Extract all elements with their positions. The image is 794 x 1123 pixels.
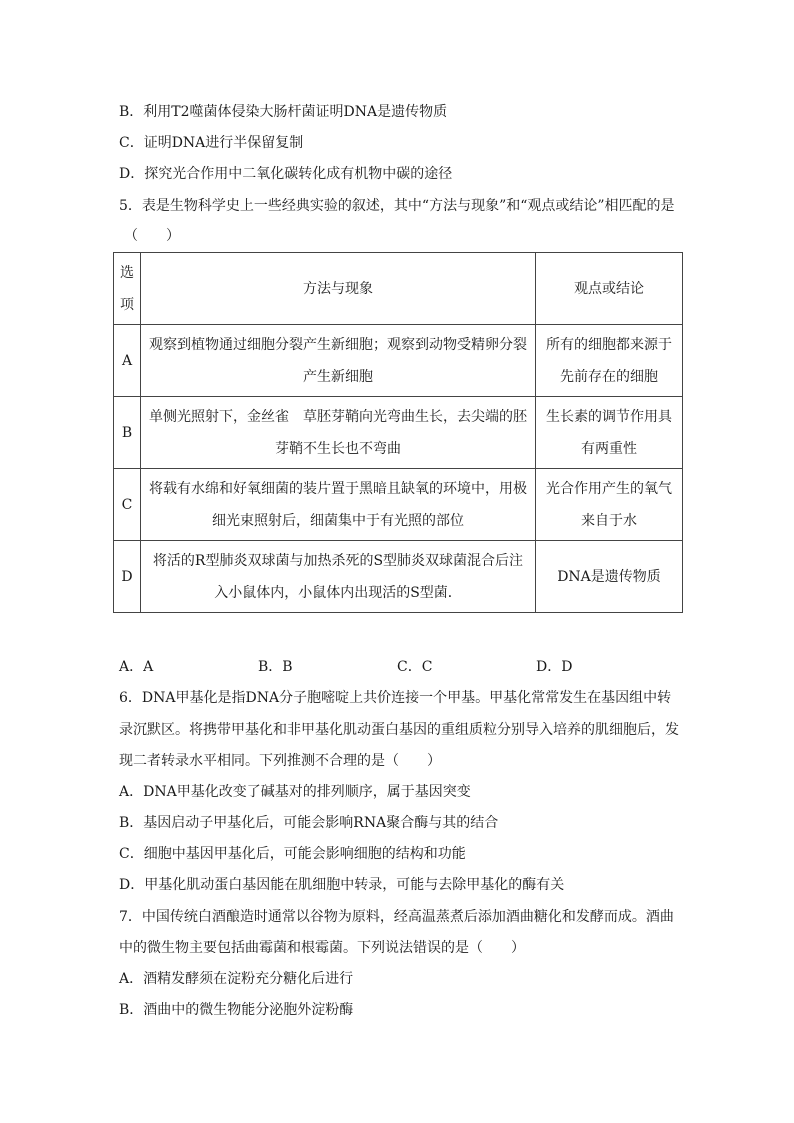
row-method <box>141 541 536 613</box>
method-line: 单侧光照射下，金丝雀 草胚芽鞘向光弯曲生长，去尖端的胚 <box>149 408 527 425</box>
conclusion-line: 先前存在的细胞 <box>560 368 658 385</box>
q7-option-a: A．酒精发酵须在淀粉充分糖化后进行 <box>119 971 354 987</box>
conclusion-line: 所有的细胞都来源于 <box>546 336 672 353</box>
conclusion-line: 光合作用产生的氧气 <box>546 480 672 497</box>
conclusion-line: DNA是遗传物质 <box>557 568 661 585</box>
q6-stem-line: 录沉默区。将携带甲基化和非甲基化肌动蛋白基因的重组质粒分别导入培养的肌细胞后，发 <box>119 722 679 738</box>
q6-stem-line: 现二者转录水平相同。下列推测不合理的是（ ） <box>119 753 441 769</box>
q5-stem: 5．表是生物科学史上一些经典实验的叙述，其中“方法与现象”和“观点或结论”相匹配的是 <box>119 198 675 214</box>
row-method <box>141 325 536 397</box>
row-option: B <box>114 397 141 469</box>
conclusion-line: 有两重性 <box>581 440 637 457</box>
row-conclusion <box>536 469 683 541</box>
row-option: C <box>114 469 141 541</box>
row-option: D <box>114 541 141 613</box>
q4-option-c: C．证明DNA进行半保留复制 <box>119 135 304 151</box>
method-line: 观察到植物通过细胞分裂产生新细胞；观察到动物受精卵分裂 <box>149 336 527 353</box>
conclusion-line: 来自于水 <box>581 512 637 529</box>
row-method <box>141 469 536 541</box>
row-method <box>141 397 536 469</box>
header-method: 方法与现象 <box>141 253 536 325</box>
q7-option-b: B．酒曲中的微生物能分泌胞外淀粉酶 <box>119 1002 354 1018</box>
q4-option-b: B．利用T2噬菌体侵染大肠杆菌证明DNA是遗传物质 <box>119 104 448 120</box>
method-line: 将活的R型肺炎双球菌与加热杀死的S型肺炎双球菌混合后注 <box>152 552 524 569</box>
method-line: 芽鞘不生长也不弯曲 <box>275 440 401 457</box>
method-line: 细光束照射后，细菌集中于有光照的部位 <box>212 512 464 529</box>
header-conclusion: 观点或结论 <box>536 253 683 325</box>
q5-option-d: D．D <box>536 659 573 675</box>
table-row <box>114 397 683 469</box>
method-line: 将载有水绵和好氧细菌的装片置于黑暗且缺氧的环境中，用极 <box>149 480 527 497</box>
row-conclusion <box>536 541 683 613</box>
q5-table <box>113 252 683 613</box>
row-option: A <box>114 325 141 397</box>
q6-option-a: A．DNA甲基化改变了碱基对的排列顺序，属于基因突变 <box>119 784 471 800</box>
method-line: 入小鼠体内，小鼠体内出现活的S型菌． <box>214 584 462 601</box>
q5-option-a: A．A <box>119 659 154 675</box>
table-row <box>114 325 683 397</box>
q5-answer-paren: （ ） <box>124 228 180 244</box>
q6-option-c: C．细胞中基因甲基化后，可能会影响细胞的结构和功能 <box>119 846 466 862</box>
method-line: 产生新细胞 <box>303 368 373 385</box>
conclusion-line: 生长素的调节作用具 <box>546 408 672 425</box>
header-option: 选项 <box>114 253 141 325</box>
table-row <box>114 541 683 613</box>
q6-option-b: B．基因启动子甲基化后，可能会影响RNA聚合酶与其的结合 <box>119 815 499 831</box>
q7-stem-line: 中的微生物主要包括曲霉菌和根霉菌。下列说法错误的是（ ） <box>119 940 525 956</box>
table-header-row <box>114 253 683 325</box>
q4-option-d: D．探究光合作用中二氧化碳转化成有机物中碳的途径 <box>119 166 453 182</box>
row-conclusion <box>536 397 683 469</box>
row-conclusion <box>536 325 683 397</box>
q6-stem-line: 6．DNA甲基化是指DNA分子胞嘧啶上共价连接一个甲基。甲基化常常发生在基因组中转 <box>119 690 672 706</box>
q5-option-b: B．B <box>258 659 293 675</box>
q6-option-d: D．甲基化肌动蛋白基因能在肌细胞中转录，可能与去除甲基化的酶有关 <box>119 877 565 893</box>
q5-option-c: C．C <box>397 659 433 675</box>
table-row <box>114 469 683 541</box>
q7-stem-line: 7．中国传统白酒酿造时通常以谷物为原料，经高温蒸煮后添加酒曲糖化和发酵而成。酒曲 <box>119 909 674 925</box>
